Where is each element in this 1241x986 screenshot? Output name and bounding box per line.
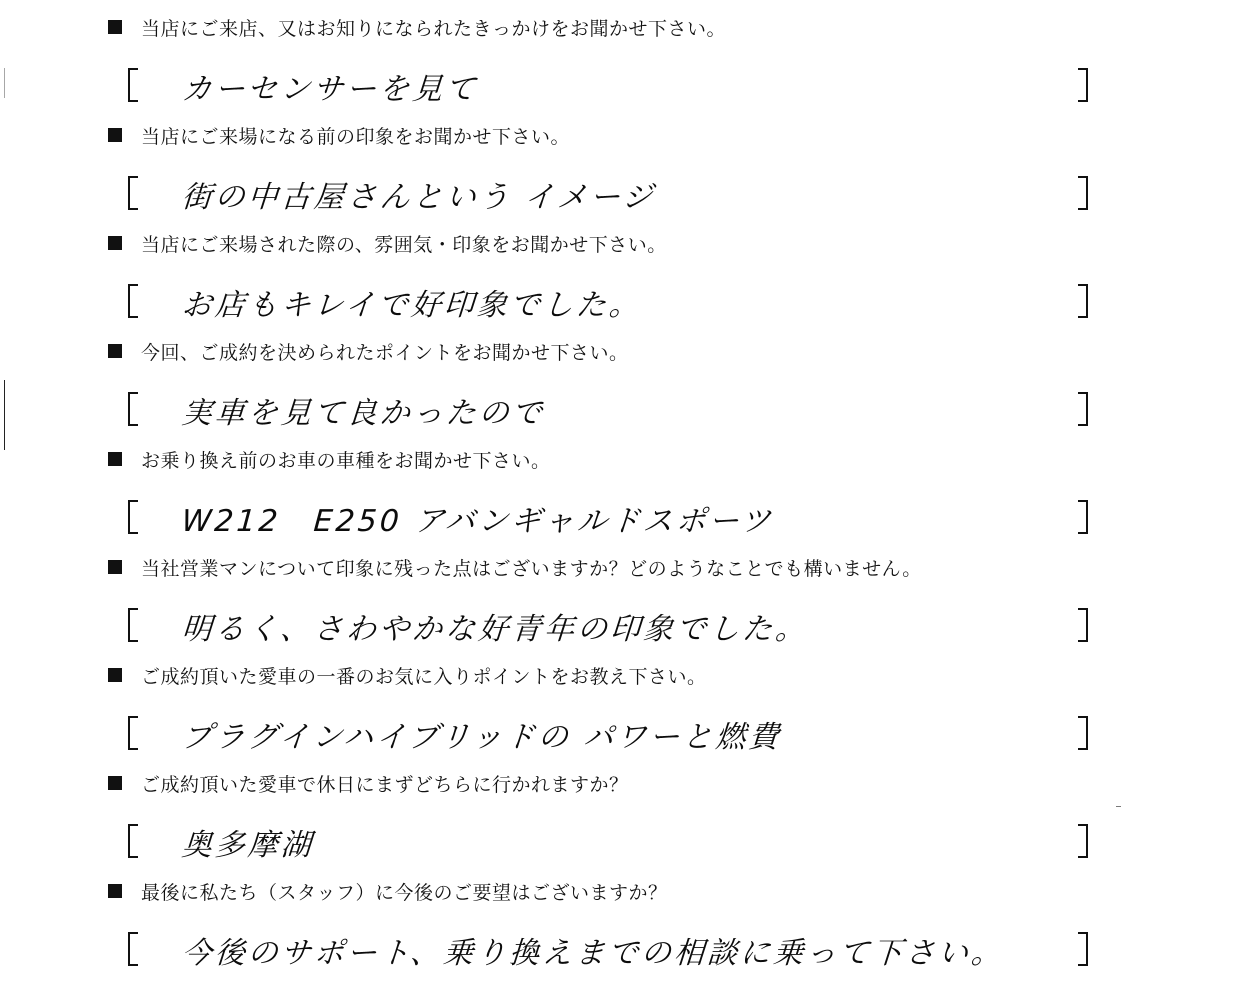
question-row — [108, 662, 707, 688]
square-bullet-icon — [108, 668, 122, 682]
survey-item — [0, 662, 1241, 770]
survey-item — [0, 878, 1241, 986]
survey-item — [0, 446, 1241, 554]
answer-row — [0, 280, 1241, 328]
square-bullet-icon — [108, 884, 122, 898]
question-text: 当店にご来場になる前の印象をお聞かせ下さい。 — [141, 125, 571, 148]
right-bracket — [1078, 500, 1088, 534]
left-bracket — [128, 716, 138, 750]
survey-item — [0, 338, 1241, 446]
handwritten-answer: お店もキレイで好印象でした。 — [180, 288, 644, 323]
question-row — [108, 770, 629, 796]
square-bullet-icon — [108, 236, 122, 250]
handwritten-answer: カーセンサーを見て — [180, 72, 480, 107]
survey-item — [0, 14, 1241, 122]
left-bracket — [128, 824, 138, 858]
right-bracket — [1078, 68, 1088, 102]
right-bracket — [1078, 284, 1088, 318]
scan-artifact — [1116, 806, 1121, 807]
survey-item — [0, 230, 1241, 338]
answer-row — [0, 604, 1241, 652]
left-bracket — [128, 68, 138, 102]
answer-row — [0, 820, 1241, 868]
right-bracket — [1078, 716, 1088, 750]
left-bracket — [128, 392, 138, 426]
square-bullet-icon — [108, 344, 122, 358]
handwritten-answer: 奥多摩湖 — [180, 828, 315, 863]
question-row — [108, 14, 726, 40]
left-bracket — [128, 932, 138, 966]
square-bullet-icon — [108, 452, 122, 466]
scan-artifact — [4, 68, 5, 98]
question-row — [108, 230, 667, 256]
question-row — [108, 878, 668, 904]
question-row — [108, 338, 629, 364]
right-bracket — [1078, 608, 1088, 642]
question-row — [108, 446, 551, 472]
handwritten-answer: プラグインハイブリッドの パワーと燃費 — [180, 720, 783, 755]
scan-artifact — [4, 380, 5, 450]
answer-row — [0, 172, 1241, 220]
handwritten-answer: 明るく、さわやかな好青年の印象でした。 — [180, 612, 810, 647]
square-bullet-icon — [108, 20, 122, 34]
question-text: 当店にご来店、又はお知りになられたきっかけをお聞かせ下さい。 — [141, 17, 727, 40]
square-bullet-icon — [108, 128, 122, 142]
right-bracket — [1078, 176, 1088, 210]
question-text: お乗り換え前のお車の車種をお聞かせ下さい。 — [141, 449, 551, 472]
question-text: ご成約頂いた愛車の一番のお気に入りポイントをお教え下さい。 — [141, 665, 707, 688]
answer-row — [0, 712, 1241, 760]
right-bracket — [1078, 932, 1088, 966]
survey-item — [0, 770, 1241, 878]
question-text: 当社営業マンについて印象に残った点はございますか？どのようなことでも構いません。 — [141, 557, 922, 580]
right-bracket — [1078, 824, 1088, 858]
square-bullet-icon — [108, 560, 122, 574]
left-bracket — [128, 608, 138, 642]
right-bracket — [1078, 392, 1088, 426]
handwritten-answer: 街の中古屋さんという イメージ — [180, 180, 657, 215]
handwritten-answer: 今後のサポート、乗り換えまでの相談に乗って下さい。 — [180, 936, 1006, 971]
question-text: 今回、ご成約を決められたポイントをお聞かせ下さい。 — [141, 341, 629, 364]
left-bracket — [128, 284, 138, 318]
answer-row — [0, 388, 1241, 436]
survey-item — [0, 554, 1241, 662]
left-bracket — [128, 500, 138, 534]
question-text: 当店にご来場された際の、雰囲気・印象をお聞かせ下さい。 — [141, 233, 667, 256]
survey-item — [0, 122, 1241, 230]
handwritten-answer: W212 E250 アバンギャルドスポーツ — [180, 504, 775, 539]
question-text: 最後に私たち（スタッフ）に今後のご要望はございますか？ — [141, 881, 668, 904]
answer-row — [0, 64, 1241, 112]
question-row — [108, 122, 570, 148]
left-bracket — [128, 176, 138, 210]
answer-row — [0, 496, 1241, 544]
question-text: ご成約頂いた愛車で休日にまずどちらに行かれますか？ — [141, 773, 629, 796]
question-row — [108, 554, 922, 580]
answer-row — [0, 928, 1241, 976]
handwritten-answer: 実車を見て良かったので — [180, 396, 546, 431]
square-bullet-icon — [108, 776, 122, 790]
